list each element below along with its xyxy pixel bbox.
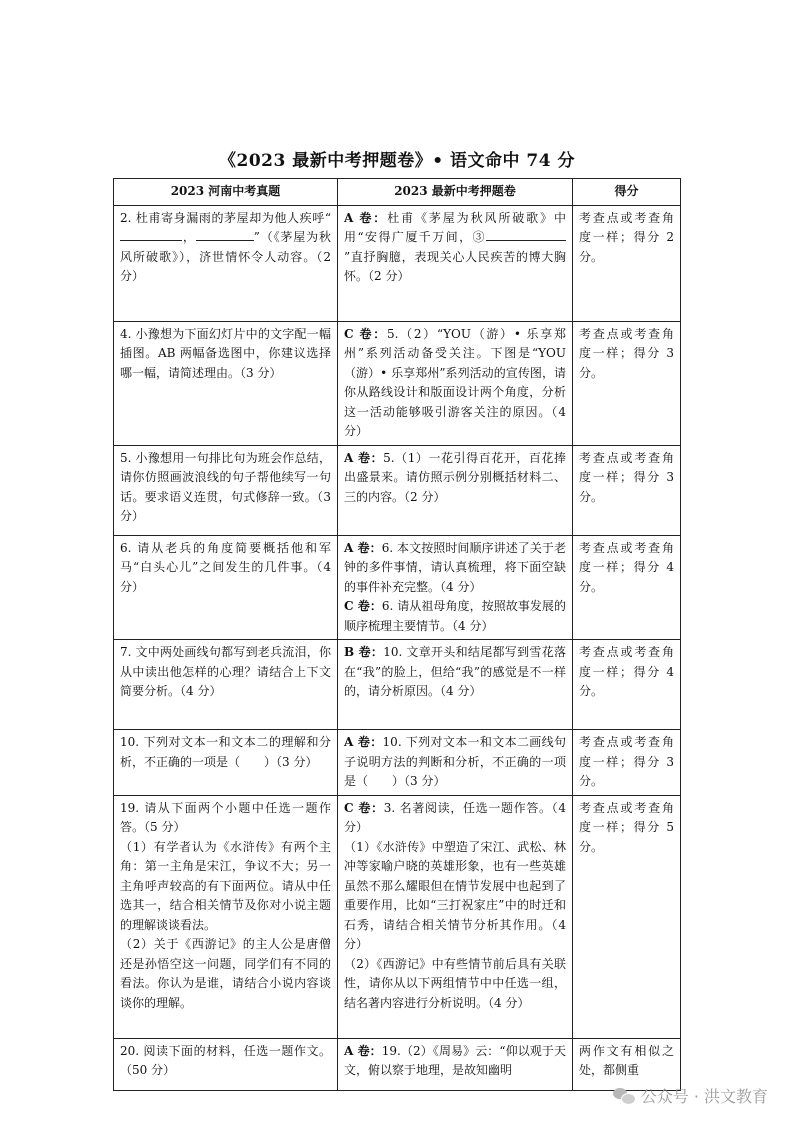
comparison-table (113, 178, 681, 1091)
paper-question-text: 3. 名著阅读，任选一题作答。（4 分） (344, 800, 566, 834)
paper-question-cell (338, 535, 573, 640)
paper-tag: C 卷： (344, 599, 382, 613)
table-row (114, 445, 681, 535)
answer-blank (196, 228, 254, 241)
watermark-text: 公众号 · 洪文教育 (640, 1087, 768, 1106)
paper-tag: C 卷： (344, 800, 384, 815)
score-cell: 考查点或考查角度一样；得分 3 分。 (573, 321, 681, 445)
real-question-cell: 5. 小豫想用一句排比句为班会作总结，请你仿照画波浪线的句子帮他续写一句话。要求语义连贯，句式修辞一致。（3 分） (114, 445, 338, 535)
answer-blank (120, 228, 182, 241)
paper-tag: A 卷： (344, 210, 388, 225)
paper-question-text: 6. 本文按照时间顺序讲述了关于老钟的多件事情，请认真梳理，将下面空缺的事件补充完整。（4 分） (344, 540, 567, 594)
table-row (114, 535, 681, 640)
table-header-row (114, 179, 681, 206)
table-row (114, 1038, 681, 1090)
score-cell: 考查点或考查角度一样；得分 4 分。 (573, 535, 681, 640)
paper-tag: C 卷： (344, 326, 387, 341)
real-question-text: （2）关于《西游记》的主人公是唐僧还是孙悟空这一问题，同学们有不同的看法。你认为是谁，请结合小说内容谈谈你的理解。 (120, 937, 331, 1010)
watermark (613, 1084, 768, 1107)
paper-tag: A 卷： (344, 735, 383, 749)
real-question-text: ， (182, 230, 196, 244)
paper-question-text: 6. 请从祖母角度，按照故事发展的顺序梳理主要情节。（4 分） (344, 599, 566, 633)
header-real-exam: 2023 河南中考真题 (114, 179, 338, 206)
paper-question-text: 5.（1）一花引得百花开，百花捧出盛景来。请仿照示例分别概括材料二、三的内容。（2 分） (344, 450, 566, 504)
paper-tag: A 卷： (344, 450, 384, 465)
real-question-text: （1）有学者认为《水浒传》有两个主角：第一主角是宋江，争议不大；另一主角呼声较高的有下面两位。请从中任选其一，结合相关情节及你对小说主题的理解谈谈看法。 (120, 839, 331, 932)
table-row (114, 321, 681, 445)
table-row (114, 640, 681, 730)
score-cell: 考查点或考查角度一样；得分 4 分。 (573, 640, 681, 730)
paper-question-cell (338, 205, 573, 321)
paper-tag: A 卷： (344, 1043, 382, 1058)
paper-question-cell (338, 730, 573, 796)
table-row (114, 730, 681, 796)
real-question-text: ”（《茅屋为秋风所破歌》），济世情怀令人动容。（2 分） (120, 230, 331, 283)
paper-question-cell (338, 1038, 573, 1090)
paper-question-text: 杜甫《茅屋为秋风所破歌》中用“安得广厦千万间，③ (344, 210, 566, 244)
real-question-cell: 4. 小豫想为下面幻灯片中的文字配一幅插图。AB 两幅备选图中，你建议选择哪一幅，请简述理由。（3 分） (114, 321, 338, 445)
paper-tag: A 卷： (344, 540, 382, 555)
page-title: 《2023 最新中考押题卷》• 语文命中 74 分 (218, 151, 575, 171)
answer-blank (486, 228, 566, 241)
paper-question-cell (338, 795, 573, 1038)
score-cell: 考查点或考查角度一样；得分 3 分。 (573, 730, 681, 796)
score-cell: 考查点或考查角度一样；得分 3 分。 (573, 445, 681, 535)
paper-tag: B 卷： (344, 645, 384, 659)
paper-question-cell (338, 321, 573, 445)
real-question-cell: 6. 请从老兵的角度简要概括他和军马“白头心儿”之间发生的几件事。（4 分） (114, 535, 338, 640)
header-score: 得分 (573, 179, 681, 206)
real-question-cell (114, 795, 338, 1038)
paper-question-text: 10. 文章开头和结尾都写到雪花落在“我”的脸上，但给“我”的感觉是不一样的，请分析原因。（4 分） (344, 645, 566, 698)
table-row (114, 795, 681, 1038)
score-cell: 两作文有相似之处，都侧重 (573, 1038, 681, 1090)
real-question-cell (114, 205, 338, 321)
wechat-icon (613, 1087, 635, 1105)
paper-question-cell (338, 640, 573, 730)
paper-question-text: （2）《西游记》中有些情节前后具有关联性，请你从以下两组情节中中任选一组，结名著内容进行分析说明。（4 分） (344, 956, 566, 1010)
table-row (114, 205, 681, 321)
real-question-text: 19. 请从下面两个小题中任选一题作答。（5 分） (120, 800, 331, 834)
real-question-text: 2. 杜甫寄身漏雨的茅屋却为他人疾呼“ (120, 210, 331, 225)
paper-question-text: 19.（2）《周易》云：“仰以观于天文，俯以察于地理，是故知幽明 (344, 1043, 566, 1077)
real-question-cell: 7. 文中两处画线句都写到老兵流泪，你从中读出他怎样的心理？请结合上下文简要分析。（4 分） (114, 640, 338, 730)
score-cell: 考查点或考查角度一样；得分 2 分。 (573, 205, 681, 321)
paper-question-text: ”直抒胸臆，表现关心人民疾苦的博大胸怀。（2 分） (344, 249, 566, 283)
real-question-cell: 10. 下列对文本一和文本二的理解和分析，不正确的一项是（ ）（3 分） (114, 730, 338, 796)
paper-question-text: 10. 下列对文本一和文本二画线句子说明方法的判断和分析，不正确的一项是（ ）（3 分） (344, 735, 566, 788)
header-mock-paper: 2023 最新中考押题卷 (338, 179, 573, 206)
real-question-cell: 20. 阅读下面的材料，任选一题作文。（50 分） (114, 1038, 338, 1090)
score-cell: 考查点或考查角度一样；得分 5 分。 (573, 795, 681, 1038)
paper-question-text: （1）《水浒传》中塑造了宋江、武松、林冲等家喻户晓的英雄形象，也有一些英雄虽然不那么耀眼但在情节发展中也起到了重要作用，比如“三打祝家庄”中的时迁和石秀，请结合相关情节分析其作用。（4 分） (344, 839, 566, 951)
paper-question-cell (338, 445, 573, 535)
paper-question-text: 5.（2）“YOU（游）• 乐享郑州”系列活动备受关注。下图是“YOU（游）• 乐享郑州”系列活动的宣传图，请你从路线设计和版面设计两个角度，分析这一活动能够吸引游客关注的原因。（4 分） (344, 326, 566, 438)
